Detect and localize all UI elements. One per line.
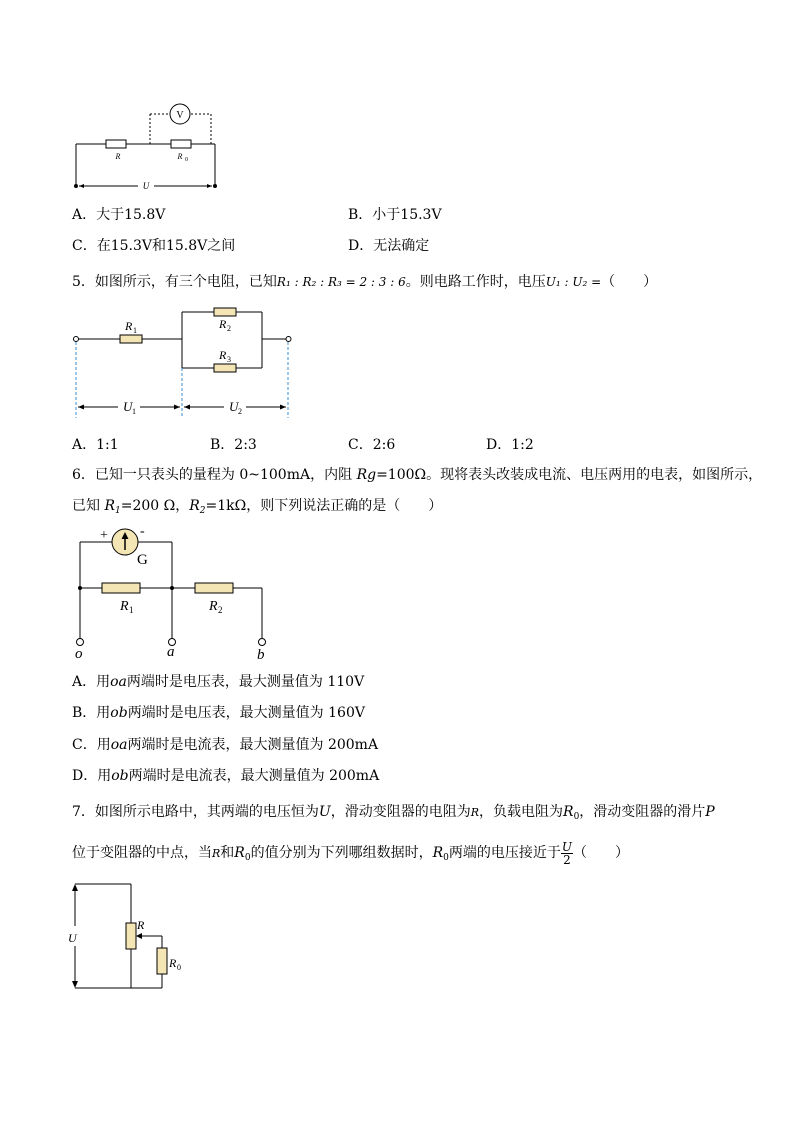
q7-fraction (561, 841, 573, 866)
q6-option-c-ends: oa (110, 737, 128, 753)
q7-line2-c: 的值分别为下列哪组数据时， (250, 845, 433, 861)
q6-option-b-ends: ob (110, 705, 128, 721)
q6-rg: Rg (356, 467, 377, 483)
q7-u: U (318, 804, 331, 820)
q5-label-r1-sub: 1 (133, 326, 137, 335)
q6-line1-a: 6．已知一只表头的量程为 0~100mA，内阻 (72, 467, 357, 483)
q4-label-r0: R (177, 152, 183, 161)
q6-plus-sign: + (100, 528, 108, 543)
q7-line2-d: 两端的电压接近于 (448, 845, 561, 861)
q5-label-r1: R (125, 319, 133, 333)
q5-option-b[interactable]: B．2:3 (210, 437, 257, 453)
q4-option-c[interactable]: C．在15.3V和15.8V之间 (72, 238, 236, 254)
q6-terminal-b: b (257, 647, 265, 662)
q7-r0-sub: 0 (573, 812, 580, 822)
q6-option-d-post: 两端时是电流表，最大测量值为 200mA (128, 768, 380, 784)
q6-label-r2-sub: 2 (218, 605, 223, 615)
q7-label-r: R (137, 918, 145, 932)
q5-stem (72, 273, 657, 291)
q7-stem-line2 (72, 838, 629, 873)
q5-resistor-r1 (120, 335, 142, 343)
q5-option-c[interactable]: C．2:6 (348, 437, 396, 453)
q7-resistor-r0 (157, 948, 167, 974)
q6-option-d[interactable] (72, 767, 379, 785)
q6-r2-sub: 2 (199, 506, 206, 516)
q7-circuit-diagram (65, 878, 195, 996)
q6-line2-a: 已知 (72, 498, 105, 514)
q6-r1: R (104, 498, 115, 514)
q6-option-d-ends: ob (111, 768, 129, 784)
q6-resistor-r2 (195, 583, 233, 593)
q7-line2-r0-sub: 0 (244, 853, 251, 863)
q6-option-b-post: 两端时是电压表，最大测量值为 160V (127, 705, 365, 721)
q5-stem-b: 。则电路工作时，电压 (405, 274, 546, 290)
q7-line2-r: R (212, 847, 221, 860)
q6-option-c-post: 两端时是电流表，最大测量值为 200mA (127, 737, 379, 753)
q5-label-r2: R (219, 317, 227, 331)
q7-p: P (705, 804, 715, 820)
q7-r: R (470, 806, 480, 819)
q4-circuit-diagram (70, 98, 230, 198)
q6-label-g: G (137, 552, 148, 568)
q6-circuit-diagram (70, 522, 280, 662)
q5-stem-a: 5．如图所示，有三个电阻，已知 (72, 274, 277, 290)
q5-option-d[interactable]: D．1:2 (486, 437, 534, 453)
q5-label-u2: U (229, 399, 239, 414)
q6-option-a[interactable] (72, 673, 364, 691)
q7-line2-b: 和 (220, 845, 235, 861)
q6-option-d-pre: D．用 (72, 768, 112, 784)
q5-label-r2-sub: 2 (227, 324, 231, 333)
q5-label-r3-sub: 3 (227, 355, 231, 364)
q6-option-a-pre: A．用 (72, 674, 111, 690)
q7-line2-r0: R (234, 845, 245, 861)
q6-minus-sign: - (140, 524, 145, 539)
q4-option-a[interactable]: A．大于15.8V (72, 207, 166, 223)
q6-stem-line2 (72, 497, 442, 520)
q7-line1-a: 7．如图所示电路中，其两端的电压恒为 (72, 804, 319, 820)
q4-resistor-r (106, 140, 126, 148)
q7-line2-e: （ ） (572, 845, 629, 861)
q6-resistor-r1 (102, 583, 140, 593)
q7-label-r0-sub: 0 (177, 963, 181, 972)
q5-label-u2-sub: 2 (238, 407, 242, 416)
q6-line2-b: =200 Ω， (120, 498, 190, 514)
q6-option-c-pre: C．用 (72, 737, 111, 753)
q7-stem-line1 (72, 803, 715, 826)
q5-label-r3: R (219, 348, 227, 362)
q5-circuit-diagram (70, 300, 300, 420)
q7-frac-den: 2 (563, 852, 571, 867)
q5-stem-c: （ ） (601, 274, 658, 290)
q4-option-b[interactable]: B．小于15.3V (348, 207, 442, 223)
q7-line2-r0-b: R (432, 845, 444, 861)
q5-label-u1: U (123, 399, 133, 414)
q6-r2: R (189, 498, 200, 514)
q6-line1-b: =100Ω。现将表头改装成电流、电压两用的电表，如图所示， (376, 467, 763, 483)
q6-terminal-o: o (75, 646, 83, 662)
q4-resistor-r0 (171, 140, 191, 148)
q5-ratio: R₁ : R₂ : R₃ = 2 : 3 : 6 (276, 275, 406, 289)
q7-slider-arrow (136, 933, 142, 939)
q6-stem-line1 (72, 466, 762, 484)
q6-option-b-pre: B．用 (72, 705, 111, 721)
q6-option-b[interactable] (72, 704, 365, 722)
q4-option-d[interactable]: D．无法确定 (348, 238, 430, 254)
q6-label-r1-sub: 1 (129, 605, 134, 615)
q4-label-r0-sub: 0 (185, 157, 188, 163)
q6-option-a-post: 两端时是电压表，最大测量值为 110V (126, 674, 365, 690)
q5-volt-ratio: U₁ : U₂ = (545, 275, 602, 289)
q7-line1-d: ，滑动变阻器的滑片 (579, 804, 706, 820)
q6-line2-c: =1kΩ，则下列说法正确的是（ ） (205, 498, 443, 514)
q7-line2-a: 位于变阻器的中点，当 (72, 845, 212, 861)
q7-r0: R (563, 804, 574, 820)
q7-rheostat-r (126, 923, 136, 949)
q6-option-c[interactable] (72, 736, 378, 754)
q7-label-r0: R (169, 956, 177, 970)
q5-resistor-r3 (214, 364, 236, 372)
q7-frac-num: U (561, 839, 572, 854)
q7-line2-r0-b-sub: 0 (443, 853, 449, 863)
q6-option-a-ends: oa (110, 674, 127, 690)
q6-label-r1: R (120, 599, 129, 614)
q6-terminal-a: a (167, 644, 175, 660)
q5-resistor-r2 (214, 308, 236, 316)
q5-option-a[interactable]: A．1:1 (72, 437, 119, 453)
q6-r1-sub: 1 (115, 506, 121, 516)
q7-label-u: U (68, 931, 77, 945)
q6-label-r2: R (209, 599, 218, 614)
q7-line1-c: ，负载电阻为 (479, 804, 564, 820)
q5-label-u1-sub: 1 (132, 407, 136, 416)
q4-label-r: R (115, 152, 121, 161)
q4-label-u: U (142, 181, 150, 191)
q4-voltmeter-label: V (176, 110, 184, 121)
q7-line1-b: ，滑动变阻器的电阻为 (330, 804, 471, 820)
